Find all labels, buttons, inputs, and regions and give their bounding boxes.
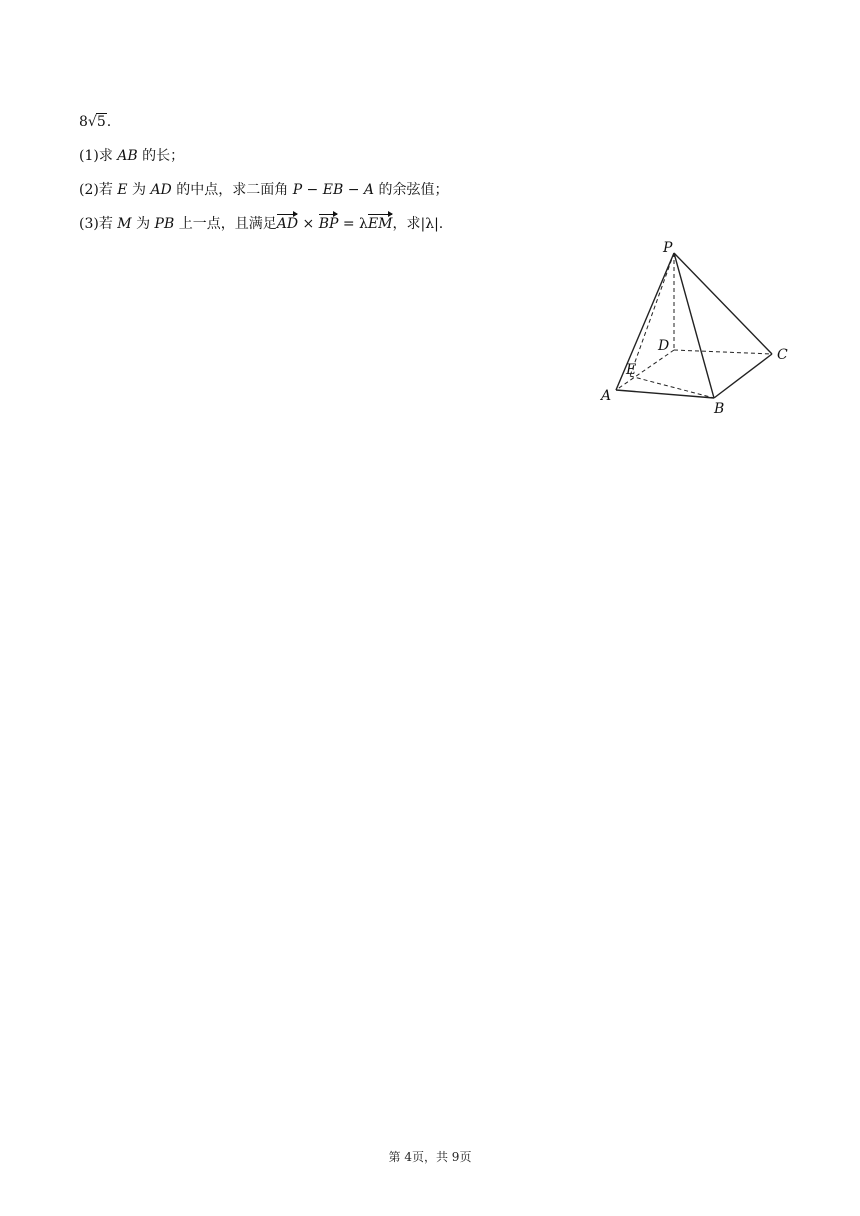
segment-label: AB: [117, 148, 138, 164]
period: .: [106, 114, 112, 130]
given-continuation: 8√5.: [79, 114, 112, 130]
edge-pb: [674, 253, 714, 398]
question-number: (2): [79, 182, 99, 198]
question-text: 为: [127, 182, 151, 198]
vector-em: EM: [367, 216, 393, 232]
question-text: 的中点，求二面角: [171, 182, 293, 198]
question-text: 的余弦值；: [374, 182, 449, 198]
question-number: (3): [79, 216, 99, 232]
vertex-label-e: E: [626, 362, 637, 378]
question-text: 求: [98, 148, 118, 164]
question-text: 若: [98, 182, 118, 198]
equals-lambda: = λ: [338, 216, 368, 232]
segment-label: PB: [154, 216, 175, 232]
vertex-label-c: C: [777, 347, 788, 363]
edge-pa: [616, 253, 674, 390]
operator: ×: [298, 216, 319, 232]
question-text: 若: [98, 216, 118, 232]
question-3: [79, 214, 443, 234]
segment-label: AD: [150, 182, 172, 198]
vertex-label-a: A: [601, 388, 612, 404]
edge-dc: [674, 350, 772, 354]
vertex-label-d: D: [658, 338, 670, 354]
point-label: M: [117, 216, 132, 232]
edge-pc: [674, 253, 772, 354]
pyramid-figure: [596, 236, 806, 420]
sqrt-radicand: 5: [96, 114, 106, 130]
vector-ad: AD: [276, 216, 299, 232]
question-number: (1): [79, 148, 99, 164]
question-text: 上一点，且满足: [174, 216, 277, 232]
vertex-label-p: P: [663, 240, 673, 256]
question-text: 为: [131, 216, 155, 232]
question-text: 的长；: [137, 148, 185, 164]
vertex-label-b: B: [714, 401, 725, 417]
question-text: ，求|λ|.: [392, 216, 444, 232]
page-footer: 第 4页，共 9页: [388, 1150, 472, 1164]
question-2: [79, 180, 448, 200]
point-label: E: [117, 182, 128, 198]
vector-bp: BP: [318, 216, 339, 232]
edge-bc: [714, 354, 772, 398]
edge-pe: [630, 253, 674, 376]
coefficient: 8: [79, 114, 88, 130]
dihedral-angle: P − EB − A: [292, 182, 374, 198]
question-1: [79, 146, 184, 166]
